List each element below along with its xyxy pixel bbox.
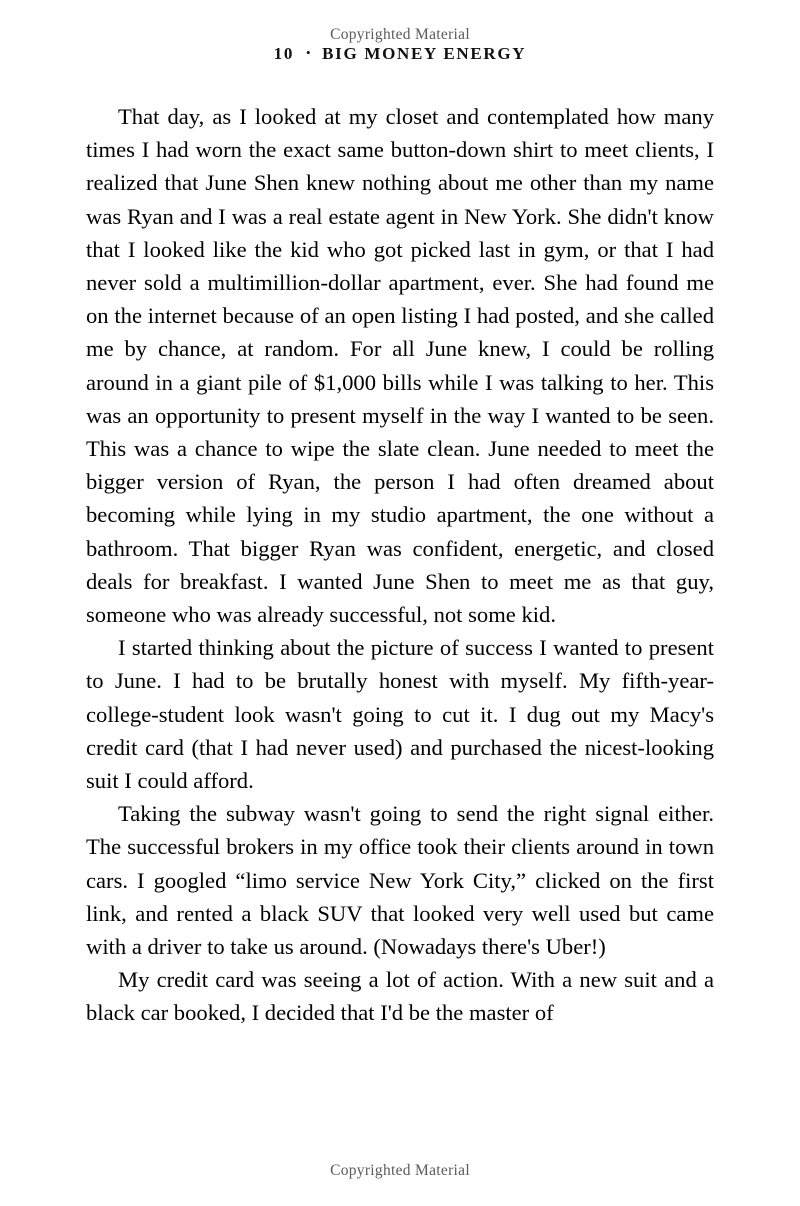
copyright-watermark-bottom: Copyrighted Material [330,1162,470,1179]
paragraph: My credit card was seeing a lot of action. With a new suit and a black car booked, I decided that I'd be the master of [86,967,714,1026]
paragraph: That day, as I looked at my closet and contemplated how many times I had worn the exact same button-down shirt to meet clients, I realized that June Shen knew nothing about me other than my name was Ryan and I was a real estate agent in New York. She didn't know that I looked like the kid who got picked last in gym, or that I had never sold a multimillion-dollar apartment, ever. She had found me on the internet because of an open listing I had posted, and she called me by chance, at random. For all June knew, I could be rolling around in a giant pile of $1,000 bills while I was talking to her. This was an opportunity to present myself in the way I wanted to be seen. This was a chance to wipe the slate clean. June needed to meet the bigger version of Ryan, the person I had often dreamed about becoming while lying in my studio apartment, the one without a bathroom. That bigger Ryan was confident, energetic, and closed deals for breakfast. I wanted June Shen to meet me as that guy, someone who was already successful, not some kid. [86,104,714,628]
running-head-separator: • [305,45,313,60]
book-title: BIG MONEY ENERGY [322,44,527,63]
paragraph: Taking the subway wasn't going to send the right signal either. The successful brokers in my office took their clients around in town cars. I googled “limo service New York City,” clicked on the first link, and rented a black SUV that looked very well used but came with a driver to take us around. (Nowadays there's Uber!) [86,801,714,960]
page-number: 10 [273,44,294,63]
paragraph: I started thinking about the picture of success I wanted to present to June. I had to be brutally honest with myself. My fifth-year-college-student look wasn't going to cut it. I dug out my Macy's credit card (that I had never used) and purchased the nicest-looking suit I could afford. [86,635,714,794]
running-head [0,44,800,64]
copyright-watermark-top: Copyrighted Material [330,26,470,43]
body-text [86,100,714,1030]
